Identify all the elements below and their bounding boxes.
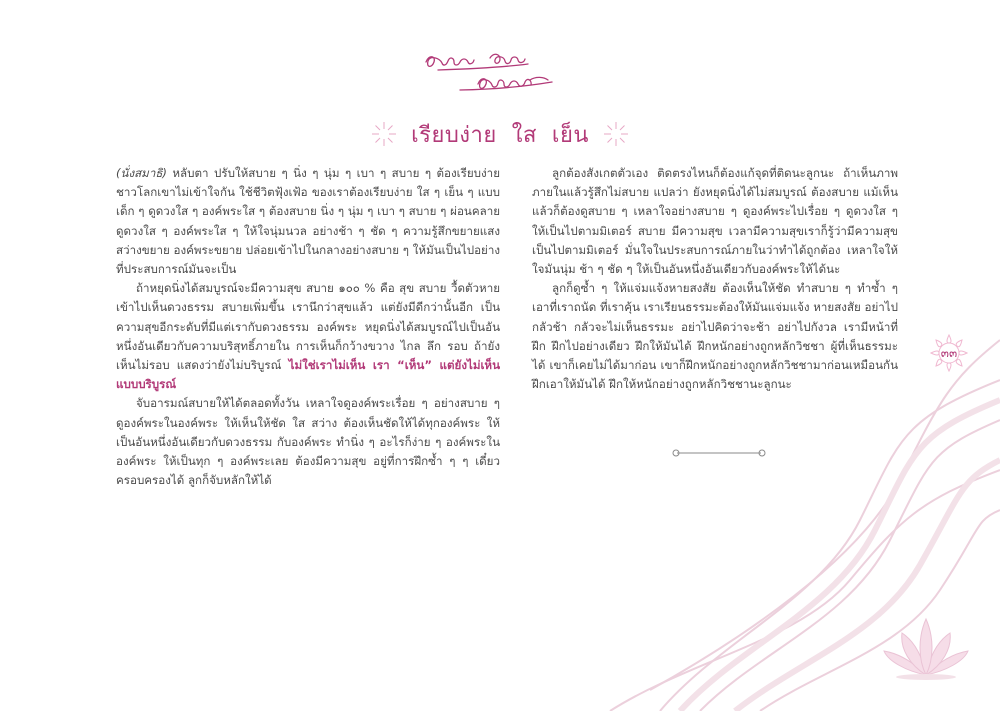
paragraph-lead: (นั่งสมาธิ) <box>116 166 167 180</box>
paragraph <box>116 164 500 279</box>
right-column <box>532 164 898 394</box>
lotus-flower-icon <box>880 615 972 681</box>
page-number-text: ๓๓ <box>940 345 958 360</box>
ornament-divider-icon <box>672 448 766 458</box>
sparkle-icon <box>371 121 397 147</box>
left-column <box>116 164 500 490</box>
highlighted-text: ไม่ใช่เราไม่เห็น เรา “เห็น” แต่ยังไม่เห็นแบบบริบูรณ์ <box>116 358 500 392</box>
title-row <box>0 117 1000 151</box>
paragraph-text: ถ้าหยุดนิ่งได้สมบูรณ์จะมีความสุข สบาย ๑๐๐ % คือ สุข สบาย วื้ดตัวหายเข้าไปเห็นดวงธรรม สบายเพิ่มขึ้น เรานึกว่าสุขแล้ว แต่ยังมีดีกว่านั้นอีก เป็นความสุขอีกระดับที่มีแต่เรากับดวงธรรม องค์พระ หยุดนิ่งได้สมบูรณ์ไปเป็นอันหนึ่งอันเดียวกับความบริสุทธิ์ภายใน การเห็นก็กว้างขวาง ไกล ลึก รอบ ถ้ายังเห็นไม่รอบ แสดงว่ายังไม่บริบูรณ์ <box>116 281 500 373</box>
paragraph: ลูกก็ดูซ้ำ ๆ ให้แจ่มแจ้งหายสงสัย ต้องเห็นให้ชัด ทำสบาย ๆ ทำซ้ำ ๆ เอาที่เราถนัด ที่เราคุ้น เราเรียนธรรมะต้องให้มันแจ่มแจ้ง หายสงสัย อย่าไปกลัวช้า กลัวจะไม่เห็นธรรมะ อย่าไปคิดว่าจะช้า อย่าไปกังวล เรามีหน้าที่ฝึก ฝึกไปอย่างเดียว ฝึกให้มันได้ ฝึกหนักอย่างถูกหลักวิชชา ผู้ที่เห็นธรรมะได้ เขาก็เคยไม่ได้มาก่อน เขาก็ฝึกหนักอย่างถูกหลักวิชชามาก่อนเหมือนกัน ฝึกเอาให้มันได้ ฝึกให้หนักอย่างถูกหลักวิชชานะลูกนะ <box>532 281 898 392</box>
page-title: เรียบง่าย ใส เย็น <box>411 122 589 148</box>
paragraph <box>116 279 500 394</box>
page-number <box>928 332 970 374</box>
paragraph: ลูกต้องสังเกตตัวเอง ติดตรงไหนก็ต้องแก้จุดที่ติดนะลูกนะ ถ้าเห็นภาพภายในแล้วรู้สึกไม่สบาย แปลว่า ยังหยุดนิ่งได้ไม่สมบูรณ์ ต้องสบาย แม้เห็นแล้วก็ต้องดูสบาย ๆ เหลาใจอย่างสบาย ๆ ดูองค์พระไปเรื่อย ๆ ดูดวงใส ๆ ให้เป็นไปตามมิเตอร์ สบาย มีความสุข เวลามีความสุขเราก็รู้ว่ามีความสุข เป็นไปตามมิเตอร์ มั่นใจในประสบการณ์ภายในว่าทำได้ถูกต้อง เหลาใจให้ใจมันนุ่ม ช้า ๆ ชัด ๆ ให้เป็นอันหนึ่งอันเดียวกับองค์พระให้ได้นะ <box>532 166 898 277</box>
sparkle-icon <box>603 121 629 147</box>
signature-icon <box>420 40 590 100</box>
paragraph-text: หลับตา ปรับให้สบาย ๆ นิ่ง ๆ นุ่ม ๆ เบา ๆ สบาย ๆ ต้องเรียบง่าย ชาวโลกเขาไม่เข้าใจกัน ใช้ชีวิตฟุ้งเฟ้อ ของเราต้องเรียบง่าย ใส ๆ เย็น ๆ แบบเด็ก ๆ ดูดวงใส ๆ องค์พระใส ๆ ต้องสบาย นิ่ง ๆ นุ่ม ๆ เบา ๆ สบาย ๆ ผ่อนคลาย ดูดวงใส ๆ องค์พระใส ๆ ให้ใจนุ่มนวล อย่างช้า ๆ ชัด ๆ ความรู้สึกขยายแสงสว่างขยาย องค์พระขยาย ปล่อยเข้าไปในกลางอย่างสบาย ๆ ให้มันเป็นไปอย่างที่ประสบการณ์มันจะเป็น <box>116 166 500 277</box>
paragraph: จับอารมณ์สบายให้ได้ตลอดทั้งวัน เหลาใจดูองค์พระเรื่อย ๆ อย่างสบาย ๆ ดูองค์พระในองค์พระ ให้เห็นให้ชัด ใส สว่าง ต้องเห็นชัดให้ได้ทุกองค์พระ ให้เป็นอันหนึ่งอันเดียวกับดวงธรรม กับองค์พระ ทำนิ่ง ๆ อะไรก็ง่าย ๆ องค์พระในองค์พระ ให้เป็นทุก ๆ องค์พระเลย ต้องมีความสุข อยู่ที่การฝึกซ้ำ ๆ ๆ เดี๋ยวครอบครองได้ ลูกก็จับหลักให้ได้ <box>116 396 500 488</box>
